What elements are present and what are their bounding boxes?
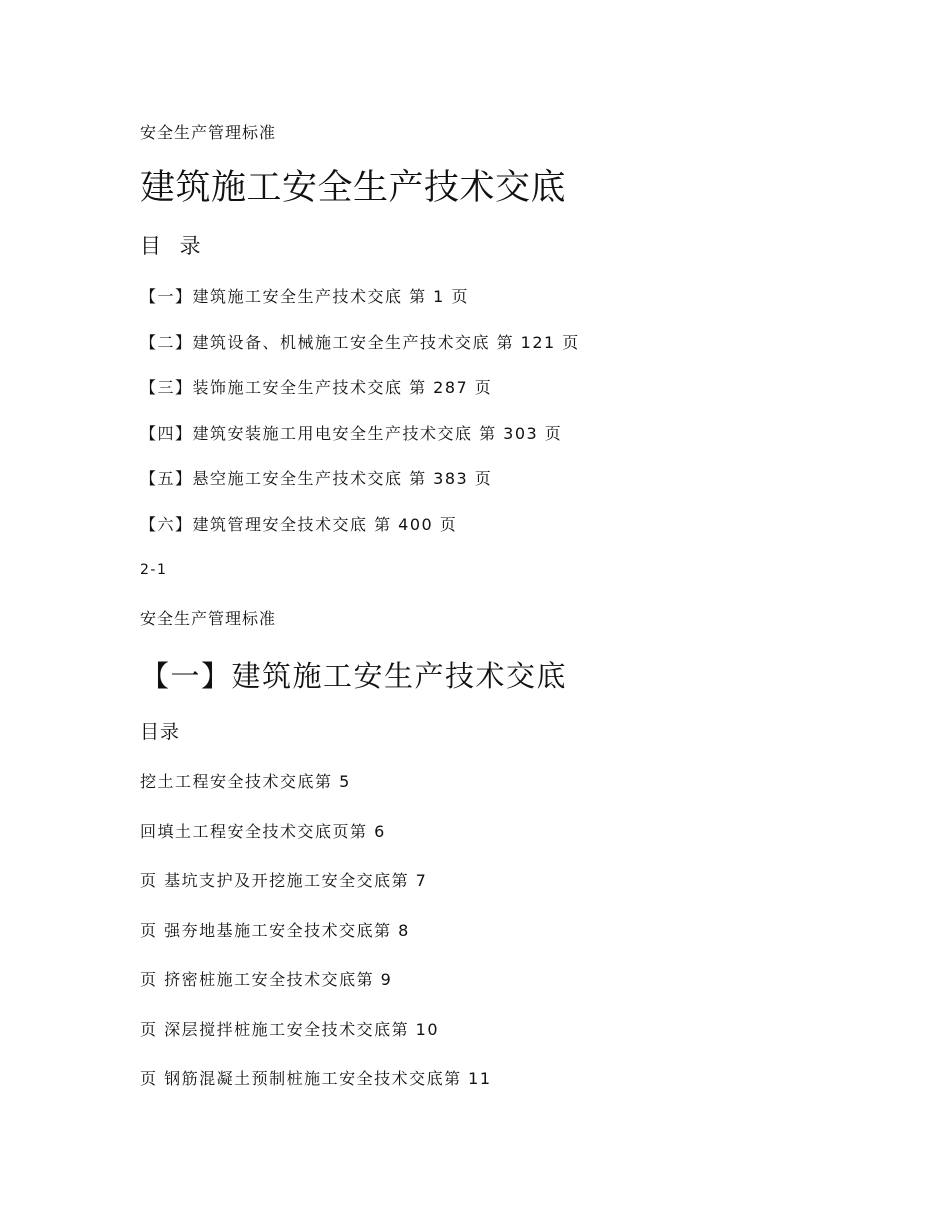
toc-item: 页 强夯地基施工安全技术交底第 8 — [140, 921, 410, 940]
section-title: 【一】建筑施工安生产技术交底 — [140, 659, 568, 693]
toc-item: 【五】悬空施工安全生产技术交底 第 383 页 — [140, 469, 493, 488]
toc-item: 页 挤密桩施工安全技术交底第 9 — [140, 970, 393, 989]
document-header: 安全生产管理标准 — [140, 609, 277, 628]
toc-item: 【三】装饰施工安全生产技术交底 第 287 页 — [140, 378, 493, 397]
toc-item: 回填土工程安全技术交底页第 6 — [140, 822, 386, 841]
toc-heading: 目 录 — [140, 234, 207, 258]
toc-heading: 目录 — [140, 721, 181, 743]
toc-item: 【四】建筑安装施工用电安全生产技术交底 第 303 页 — [140, 424, 563, 443]
toc-item: 【二】建筑设备、机械施工安全生产技术交底 第 121 页 — [140, 333, 580, 352]
toc-item: 挖土工程安全技术交底第 5 — [140, 772, 351, 791]
toc-item: 【一】建筑施工安全生产技术交底 第 1 页 — [140, 287, 469, 306]
page-number: 2-1 — [140, 562, 168, 578]
toc-item: 【六】建筑管理安全技术交底 第 400 页 — [140, 515, 458, 534]
toc-item: 页 基坑支护及开挖施工安全交底第 7 — [140, 871, 428, 890]
document-header: 安全生产管理标准 — [140, 123, 277, 142]
document-title: 建筑施工安全生产技术交底 — [140, 168, 567, 208]
toc-item: 页 深层搅拌桩施工安全技术交底第 10 — [140, 1020, 440, 1039]
toc-item: 页 钢筋混凝土预制桩施工安全技术交底第 11 — [140, 1069, 492, 1088]
